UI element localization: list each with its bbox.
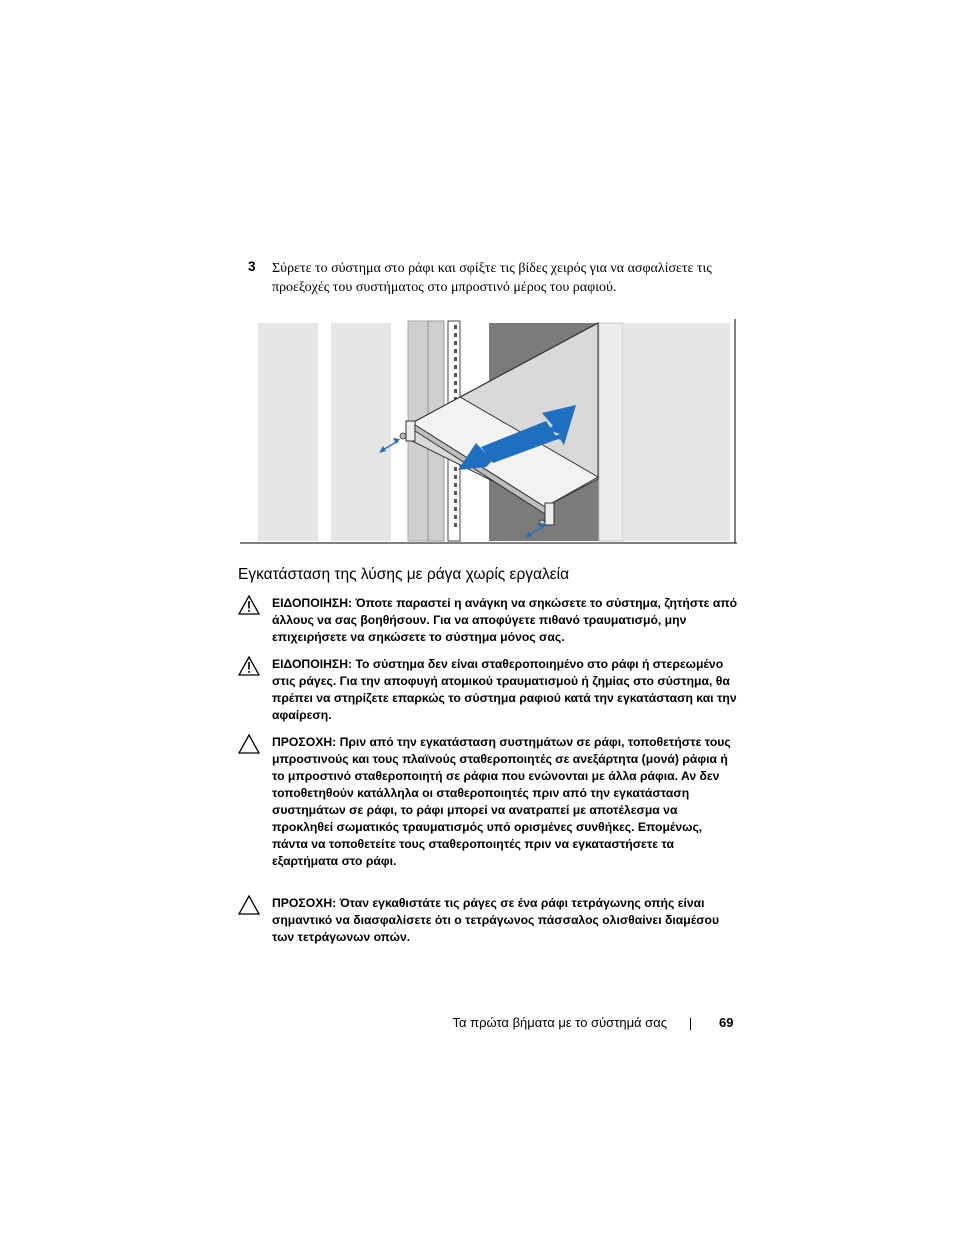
notice-text: Πριν από την εγκατάσταση συστημάτων σε ράφι, τοποθετήστε τους μπροστινούς και τους πλαϊνούς σταθεροποιητές σε ανεξάρτητα (μονά) ράφια ή το μπροστινό σταθεροποιητή σε ράφια που ενώνονται με άλλα ράφια. Αν δεν τοποθετηθούν κατάλληλα οι σταθεροποιητές πριν από την εγκατάσταση συστημάτων σε ράφι, το ράφι μπορεί να ανατραπεί με αποτέλεσμα να προκληθεί σωματικός τραυματισμός υπό ορισμένες συνθήκες. Επομένως, πάντα να τοποθετείτε τους σταθεροποιητές πριν να εγκαταστήσετε τα εξαρτήματα στο ράφι. bbox=[272, 735, 731, 868]
notice-label: ΠΡΟΣΟΧΗ: bbox=[272, 735, 337, 749]
step-text: Σύρετε το σύστημα στο ράφι και σφίξτε τις βίδες χειρός για να ασφαλίσετε τις προεξοχές του συστήματος στο μπροστινό μέρος του ραφιού. bbox=[272, 261, 712, 295]
notice-label: ΕΙΔΟΠΟΙΗΣΗ: bbox=[272, 596, 353, 610]
right-ear bbox=[545, 503, 554, 525]
footer-separator bbox=[690, 1018, 691, 1030]
notice-text: Όποτε παραστεί η ανάγκη να σηκώσετε το σύστημα, ζητήστε από άλλους να σας βοηθήσουν. Για να αποφύγετε πιθανό τραυματισμό, μην επιχειρήσετε να σηκώσετε το σύστημα μόνος σας. bbox=[272, 596, 738, 644]
rack-panel bbox=[331, 323, 391, 541]
notice-label: ΕΙΔΟΠΟΙΗΣΗ: bbox=[272, 657, 353, 671]
page-number: 69 bbox=[719, 1015, 734, 1030]
notice-text: Όταν εγκαθιστάτε τις ράγες σε ένα ράφι τετράγωνης οπής είναι σημαντικό να διασφαλίσετε ότι ο τετράγωνος πάσσαλος ολισθαίνει διαμέσου των τετράγωνων οπών. bbox=[272, 896, 720, 944]
left-ear bbox=[406, 421, 415, 441]
warning-triangle-icon bbox=[238, 595, 260, 615]
notice-label: ΠΡΟΣΟΧΗ: bbox=[272, 896, 337, 910]
rack-illustration bbox=[240, 317, 737, 545]
rack-panel bbox=[599, 323, 623, 541]
notice-text: Το σύστημα δεν είναι σταθεροποιημένο στο ράφι ή στερεωμένο στις ράγες. Για την αποφυγή ατομικού τραυματισμού ή ζημίας στο σύστημα, θα πρέπει να στηρίζετε επαρκώς το σύστημα ραφιού κατά την εγκατάσταση και την αφαίρεση. bbox=[272, 657, 737, 722]
caution-triangle-icon bbox=[238, 895, 260, 915]
section-title: Εγκατάσταση της λύσης με ράγα χωρίς εργαλεία bbox=[238, 566, 570, 583]
caution-triangle-icon bbox=[238, 734, 260, 754]
rack-panel bbox=[258, 323, 318, 541]
warning-triangle-icon bbox=[238, 656, 260, 676]
rack-panel bbox=[623, 323, 730, 541]
footer-title: Τα πρώτα βήματα με το σύστημά σας bbox=[452, 1015, 667, 1030]
step-number: 3 bbox=[248, 259, 256, 274]
left-thumbscrew bbox=[400, 433, 406, 439]
